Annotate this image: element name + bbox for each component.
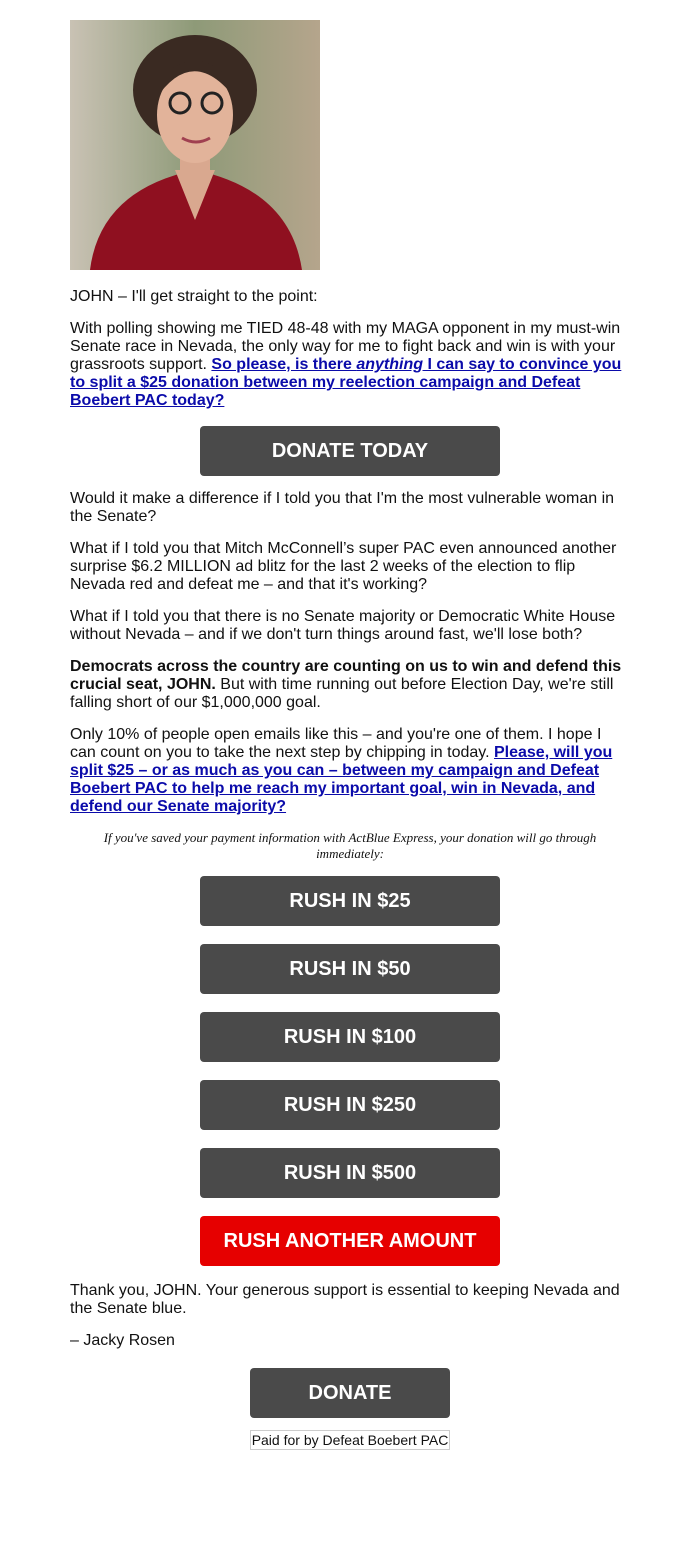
candidate-photo — [70, 20, 320, 270]
donate-button[interactable]: DONATE — [250, 1368, 450, 1418]
rush-another-amount-button[interactable]: RUSH ANOTHER AMOUNT — [200, 1216, 500, 1266]
thank-you: Thank you, JOHN. Your generous support is essential to keeping Nevada and the Senate blue. — [70, 1282, 620, 1317]
rush-100-button[interactable]: RUSH IN $100 — [200, 1012, 500, 1062]
paragraph-vulnerable: Would it make a difference if I told you that I'm the most vulnerable woman in the Senate? — [70, 490, 615, 525]
signature: – Jacky Rosen — [70, 1332, 175, 1349]
paragraph-super-pac: What if I told you that Mitch McConnell’s super PAC even announced another surprise $6.2 MILLION ad blitz for the last 2 weeks of the election to flip Nevada red and defeat me – and that it's working? — [70, 540, 617, 593]
rush-250-button[interactable]: RUSH IN $250 — [200, 1080, 500, 1130]
actblue-note: If you've saved your payment information with ActBlue Express, your donation will go through immediately: — [103, 830, 597, 861]
rush-50-button[interactable]: RUSH IN $50 — [200, 944, 500, 994]
donate-today-button[interactable]: DONATE TODAY — [200, 426, 500, 476]
paragraph-chip-in: Only 10% of people open emails like this – and you're one of them. I hope I can count on you to take the next step by chipping in today. Please, will you split $25 – or as much as you can – between my campaign and Defeat Boebert PAC to help me reach my important goal, win in Nevada, and defend our Senate majority? — [70, 726, 613, 815]
split-donation-link[interactable]: So please, is there anything I can say to convince you to split a $25 donation between my reelection campaign and Defeat Boebert PAC today? — [70, 356, 622, 409]
split-25-link[interactable]: Please, will you split $25 – or as much as you can – between my campaign and Defeat Boebert PAC to help me reach my important goal, win in Nevada, and defend our Senate majority? — [70, 744, 613, 815]
paid-for-disclaimer: Paid for by Defeat Boebert PAC — [251, 1432, 449, 1448]
paragraph-goal: Democrats across the country are counting on us to win and defend this crucial seat, JOHN. But with time running out before Election Day, we're still falling short of our $1,000,000 goal. — [70, 658, 622, 711]
paragraph-polling: With polling showing me TIED 48-48 with my MAGA opponent in my must-win Senate race in Nevada, the only way for me to fight back and win is with your grassroots support. So please, is there anything I can say to convince you to split a $25 donation between my reelection campaign and Defeat Boebert PAC today? — [70, 320, 622, 409]
greeting: JOHN – I'll get straight to the point: — [70, 288, 318, 305]
rush-25-button[interactable]: RUSH IN $25 — [200, 876, 500, 926]
rush-500-button[interactable]: RUSH IN $500 — [200, 1148, 500, 1198]
paragraph-majority: What if I told you that there is no Senate majority or Democratic White House without Nevada – and if we don't turn things around fast, we'll lose both? — [70, 608, 616, 643]
